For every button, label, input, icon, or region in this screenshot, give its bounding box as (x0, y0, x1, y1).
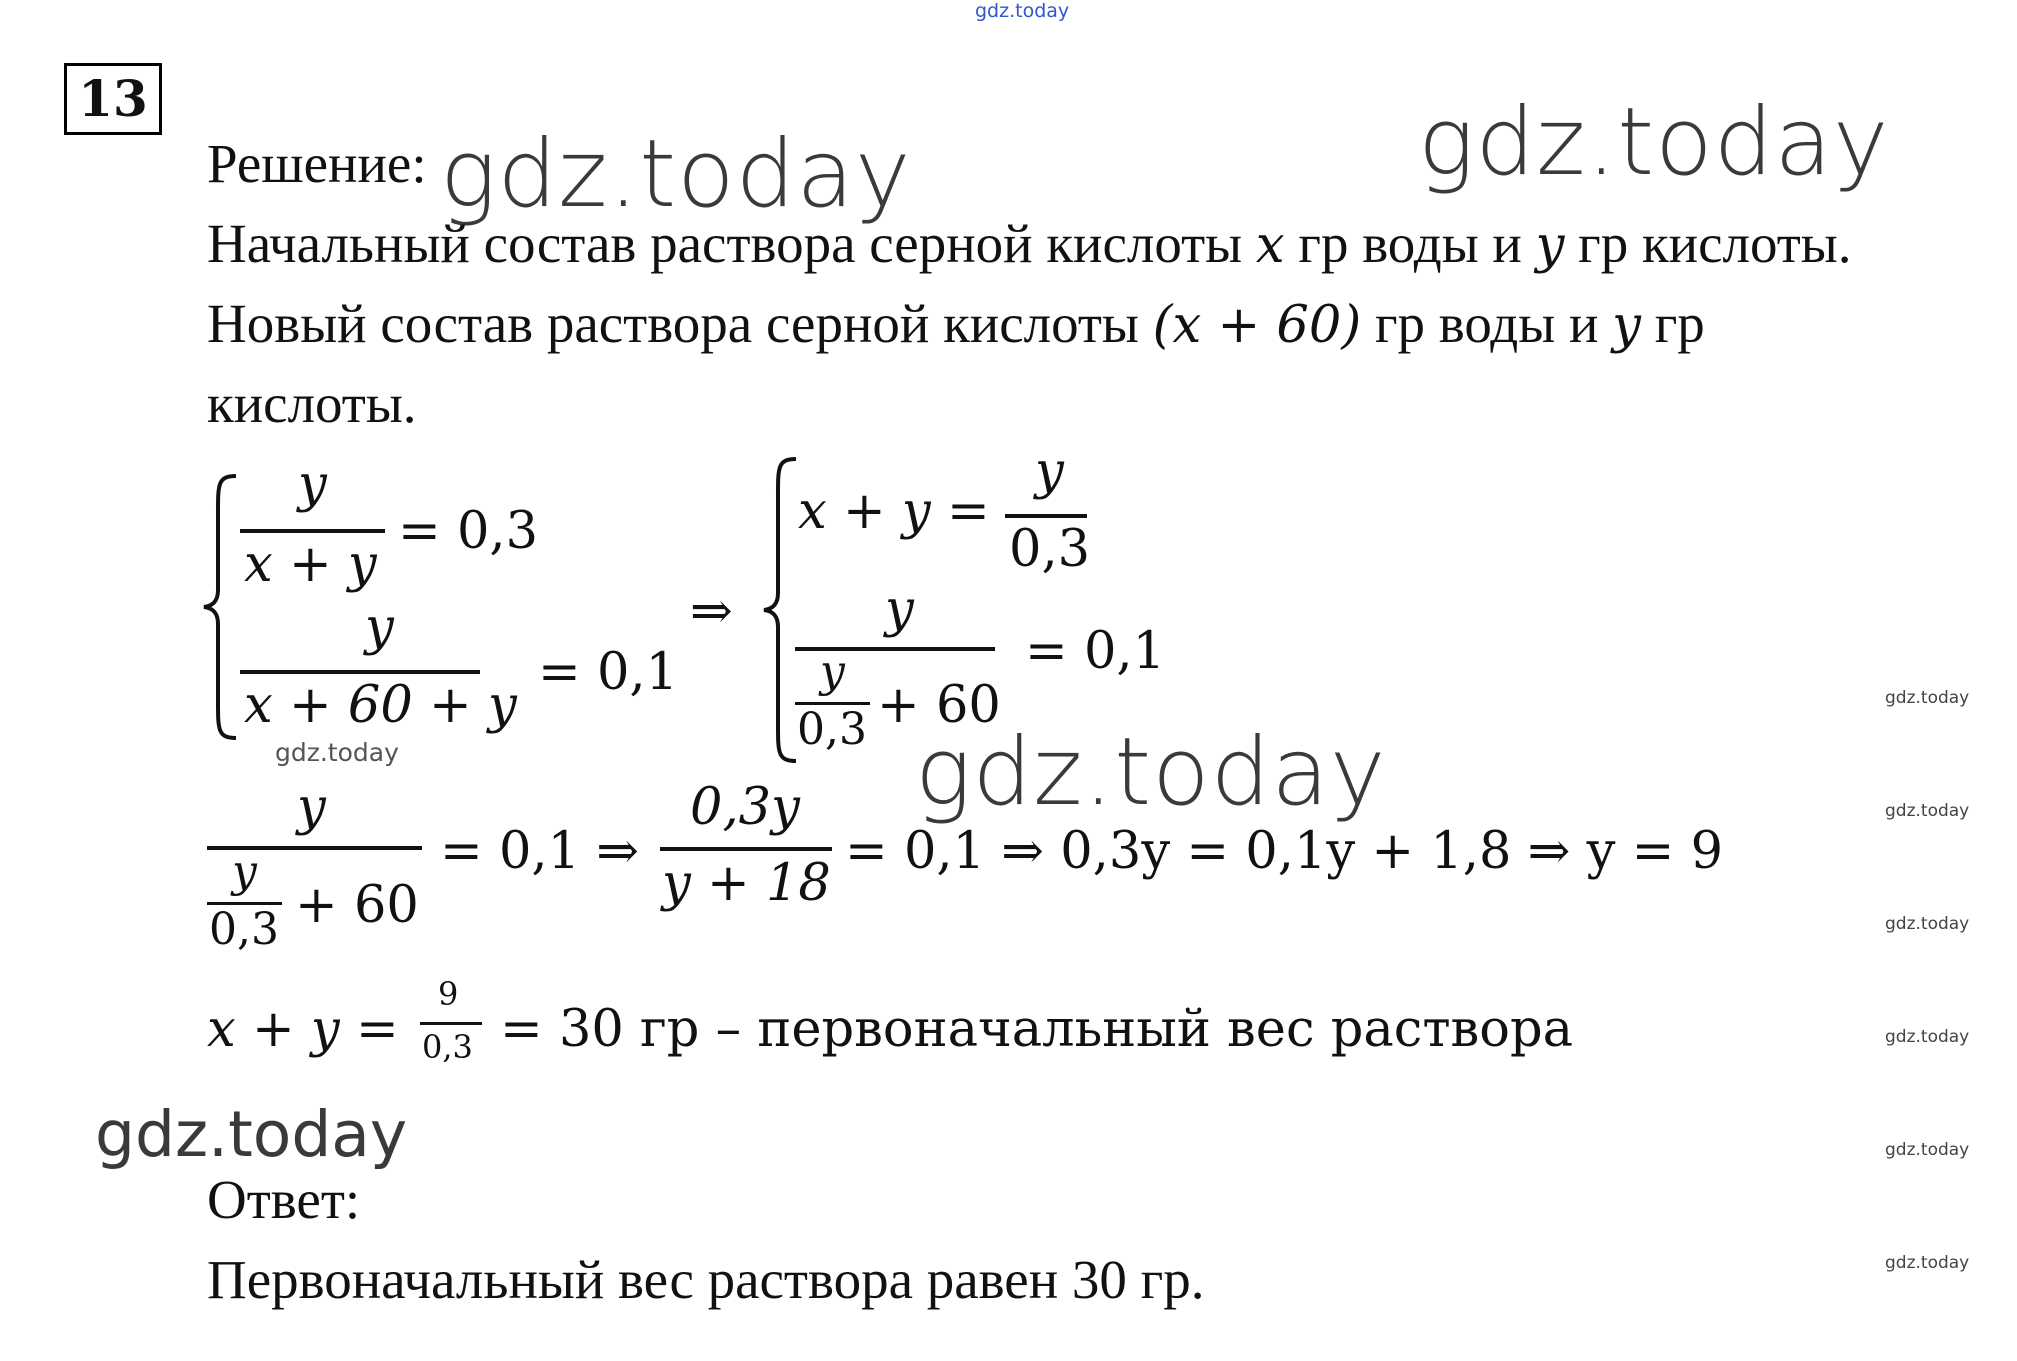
watermark-big: gdz.today (1418, 88, 1890, 197)
result-lhs: x + y = (207, 1000, 399, 1059)
system2-eq2-fraction (795, 580, 1025, 760)
system2-eq2-inner-num: y (820, 646, 845, 697)
chain-f1-inner-num: y (232, 846, 257, 897)
watermark-big: gdz.today (95, 1098, 408, 1171)
text-line-2 (207, 292, 1705, 355)
system2-eq2-inner-den: 0,3 (797, 704, 867, 755)
watermark-big: gdz.today (915, 718, 1387, 827)
chain-f1-plus: + 60 (295, 876, 419, 935)
system2-eq1-den: 0,3 (1009, 520, 1091, 579)
system2-eq2-num: y (885, 580, 914, 639)
chain-step2: = 0,1 ⇒ 0,3y = 0,1y + 1,8 ⇒ y = 9 (845, 822, 1724, 881)
watermark-small: gdz.today (1885, 688, 1970, 708)
result-den: 0,3 (422, 1028, 473, 1066)
var-x: x (1255, 216, 1285, 275)
answer-text: Первоначальный вес раствора равен 30 гр. (207, 1249, 1205, 1310)
system1-eq2-num: y (365, 598, 394, 657)
text-line-2-b: гр воды и (1374, 293, 1599, 354)
system1-eq2-fraction (240, 598, 530, 748)
chain-fraction-2 (660, 778, 835, 928)
text-line-1-c: гр кислоты. (1578, 213, 1852, 274)
fraction-bar (1005, 514, 1087, 518)
system2-eq1-num: y (1035, 442, 1064, 501)
system2-eq2-rhs: = 0,1 (1025, 622, 1166, 681)
watermark-small: gdz.today (1885, 801, 1970, 821)
implies-arrow: ⇒ (690, 582, 733, 641)
fraction-bar (420, 1022, 482, 1025)
watermark-small: gdz.today (1885, 1027, 1970, 1047)
fraction-bar (240, 529, 385, 533)
result-num: 9 (438, 975, 459, 1013)
chain-f1-num: y (297, 778, 326, 837)
fraction-bar (660, 847, 832, 851)
chain-f2-den: y + 18 (662, 854, 831, 913)
answer-heading: Ответ: (207, 1169, 361, 1230)
system2-eq2-plus: + 60 (877, 676, 1001, 735)
var-y: y (1612, 296, 1641, 355)
system1-eq2-den: x + 60 + y (244, 676, 517, 735)
text-line-1-b: гр воды и (1298, 213, 1522, 274)
text-line-2-c: гр (1654, 293, 1705, 354)
system2-eq1-lhs: x + y = (798, 482, 990, 541)
result-rhs: = 30 гр – первоначальный вес раствора (500, 1000, 1574, 1059)
fraction-bar (240, 670, 480, 674)
solution-heading: Решение: (207, 133, 427, 194)
watermark-small: gdz.today (1885, 1140, 1970, 1160)
text-line-1-a: Начальный состав раствора серной кислоты (207, 213, 1243, 274)
text-line-1 (207, 212, 1851, 275)
system2-brace (760, 455, 800, 765)
chain-fraction-1 (207, 778, 427, 958)
chain-step1: = 0,1 ⇒ (440, 822, 639, 881)
problem-number: 13 (64, 63, 162, 135)
expr-x-plus-60: (x + 60) (1152, 296, 1362, 355)
text-line-2-a: Новый состав раствора серной кислоты (207, 293, 1139, 354)
system1-eq1-num: y (298, 455, 327, 514)
text-line-3: кислоты. (207, 373, 417, 434)
system1-eq2-rhs: = 0,1 (538, 643, 679, 702)
watermark-top: gdz.today (975, 0, 1070, 22)
system1-eq1-rhs: = 0,3 (398, 502, 539, 561)
system1-brace (200, 472, 240, 742)
chain-f1-inner-den: 0,3 (209, 904, 279, 955)
system2-eq1-fraction (1005, 442, 1090, 592)
chain-f2-num: 0,3y (690, 778, 800, 837)
watermark-small: gdz.today (1885, 914, 1970, 934)
watermark-small: gdz.today (1885, 1253, 1970, 1273)
system1-eq1-den: x + y (244, 535, 377, 594)
system1-eq1-fraction (240, 455, 385, 605)
var-y: y (1535, 216, 1565, 275)
result-fraction (420, 975, 485, 1085)
watermark-small: gdz.today (275, 738, 399, 767)
watermark-big: gdz.today (440, 120, 912, 229)
